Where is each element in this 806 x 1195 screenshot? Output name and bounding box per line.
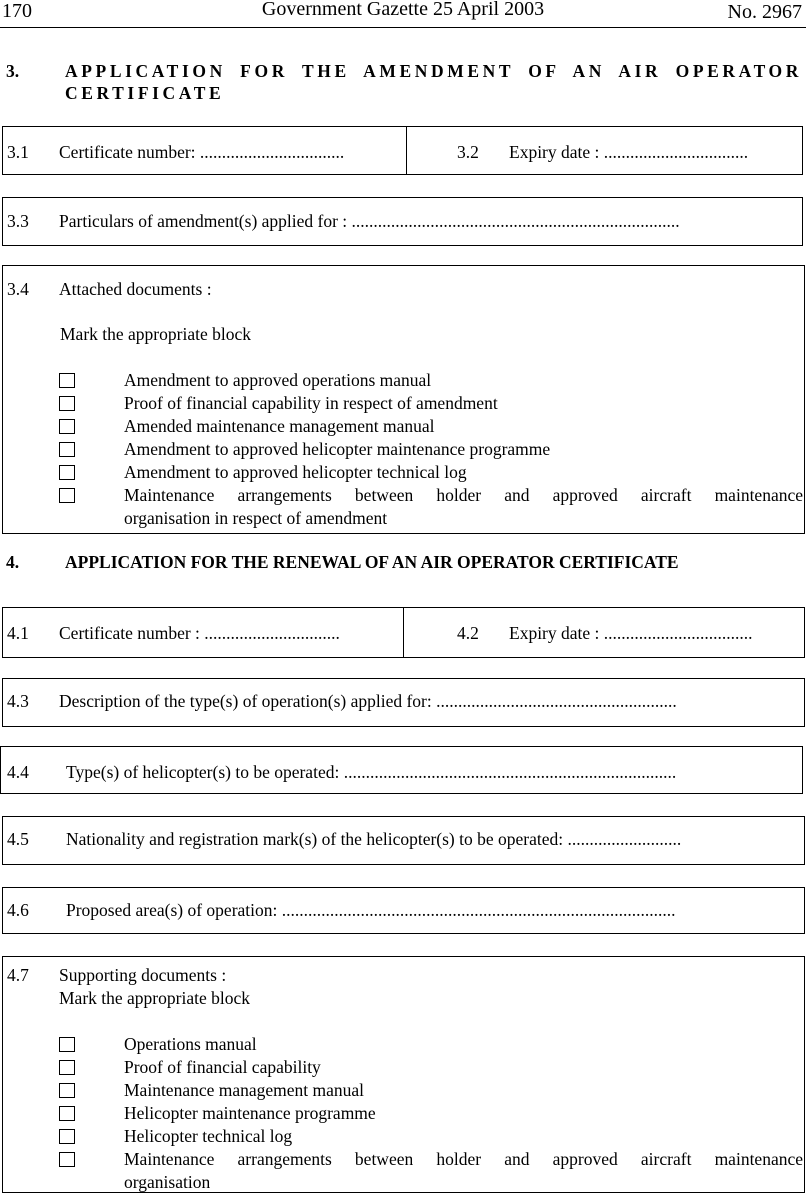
row-4-4 [0,746,803,794]
section-3-number: 3. [6,61,20,81]
helicopter-types-field[interactable]: Type(s) of helicopter(s) to be operated: ............................................................................ [66,762,677,782]
section-3-title-line2: CERTIFICATE [65,83,225,103]
section-4-title: APPLICATION FOR THE RENEWAL OF AN AIR OPERATOR CERTIFICATE [65,552,679,572]
registration-marks-field[interactable]: Nationality and registration mark(s) of the helicopter(s) to be operated: .......................... [66,829,682,849]
checkbox-operations-manual[interactable] [59,1037,75,1052]
page-header [0,0,806,28]
checkbox-maintenance-arrangements[interactable] [59,1152,75,1167]
option-label: Maintenance arrangements between holder and approved aircraft maintenance [124,485,803,505]
checkbox-proof-financial-capability[interactable] [59,396,75,411]
checkbox-helicopter-technical-log[interactable] [59,1129,75,1144]
item-4-3-number: 4.3 [7,691,29,711]
row-4-7 [2,956,805,1193]
checkbox-amendment-operations-manual[interactable] [59,373,75,388]
expiry-date-field[interactable]: Expiry date : ................................. [509,142,749,162]
option-label-continued: organisation [124,1172,211,1192]
row-3-4 [2,265,805,534]
renewal-expiry-date-field[interactable]: Expiry date : .................................. [509,623,753,643]
option-label: Maintenance arrangements between holder and approved aircraft maintenance [124,1149,803,1169]
item-4-6-number: 4.6 [7,900,29,920]
option-label: Amendment to approved helicopter technical log [124,462,467,482]
row-3-1-3-2 [2,126,803,175]
checkbox-maintenance-arrangements[interactable] [59,488,75,503]
option-label-continued: organisation in respect of amendment [124,508,388,528]
checkbox-proof-financial-capability[interactable] [59,1060,75,1075]
mark-instruction: Mark the appropriate block [59,988,250,1008]
row-4-6 [2,887,805,934]
operation-types-field[interactable]: Description of the type(s) of operation(s) applied for: ....................................................... [59,691,677,711]
item-4-5-number: 4.5 [7,829,29,849]
proposed-areas-field[interactable]: Proposed area(s) of operation: .......................................................................................... [66,900,676,920]
item-3-3-number: 3.3 [7,211,29,231]
item-3-2-number: 3.2 [457,142,479,162]
checkbox-amended-maintenance-management-manual[interactable] [59,419,75,434]
checkbox-maintenance-management-manual[interactable] [59,1083,75,1098]
renewal-certificate-number-field[interactable]: Certificate number : ............................... [59,623,340,643]
item-3-4-number: 3.4 [7,279,29,299]
section-3-title-line1: APPLICATION FOR THE AMENDMENT OF AN AIR OPERATOR [65,61,802,81]
amendment-particulars-field[interactable]: Particulars of amendment(s) applied for : ........................................................................... [59,211,680,231]
item-4-7-number: 4.7 [7,965,29,985]
row-4-1-4-2 [2,607,805,658]
item-4-1-number: 4.1 [7,623,29,643]
option-label: Maintenance management manual [124,1080,365,1100]
option-label: Operations manual [124,1034,257,1054]
option-label: Helicopter technical log [124,1126,293,1146]
row-4-5 [2,816,805,865]
option-label: Proof of financial capability [124,1057,321,1077]
item-4-2-number: 4.2 [457,623,479,643]
option-label: Amendment to approved operations manual [124,370,432,390]
cell-divider [406,127,407,174]
issue-number: No. 2967 [727,1,802,23]
row-3-3 [2,197,803,246]
row-4-3 [2,678,805,727]
option-label: Amendment to approved helicopter maintenance programme [124,439,551,459]
item-3-1-number: 3.1 [7,142,29,162]
checkbox-helicopter-maintenance-programme[interactable] [59,442,75,457]
item-4-4-number: 4.4 [7,762,29,782]
cell-divider [403,608,404,657]
section-4-number: 4. [6,552,20,572]
supporting-documents-label: Supporting documents : [59,965,227,985]
checkbox-helicopter-technical-log[interactable] [59,465,75,480]
attached-documents-label: Attached documents : [59,279,212,299]
option-label: Proof of financial capability in respect of amendment [124,393,498,413]
option-label: Amended maintenance management manual [124,416,435,436]
checkbox-helicopter-maintenance-programme[interactable] [59,1106,75,1121]
option-label: Helicopter maintenance programme [124,1103,376,1123]
gazette-title: Government Gazette 25 April 2003 [261,0,545,20]
page-number: 170 [2,0,32,22]
mark-instruction: Mark the appropriate block [60,324,251,344]
certificate-number-field[interactable]: Certificate number: ................................. [59,142,345,162]
